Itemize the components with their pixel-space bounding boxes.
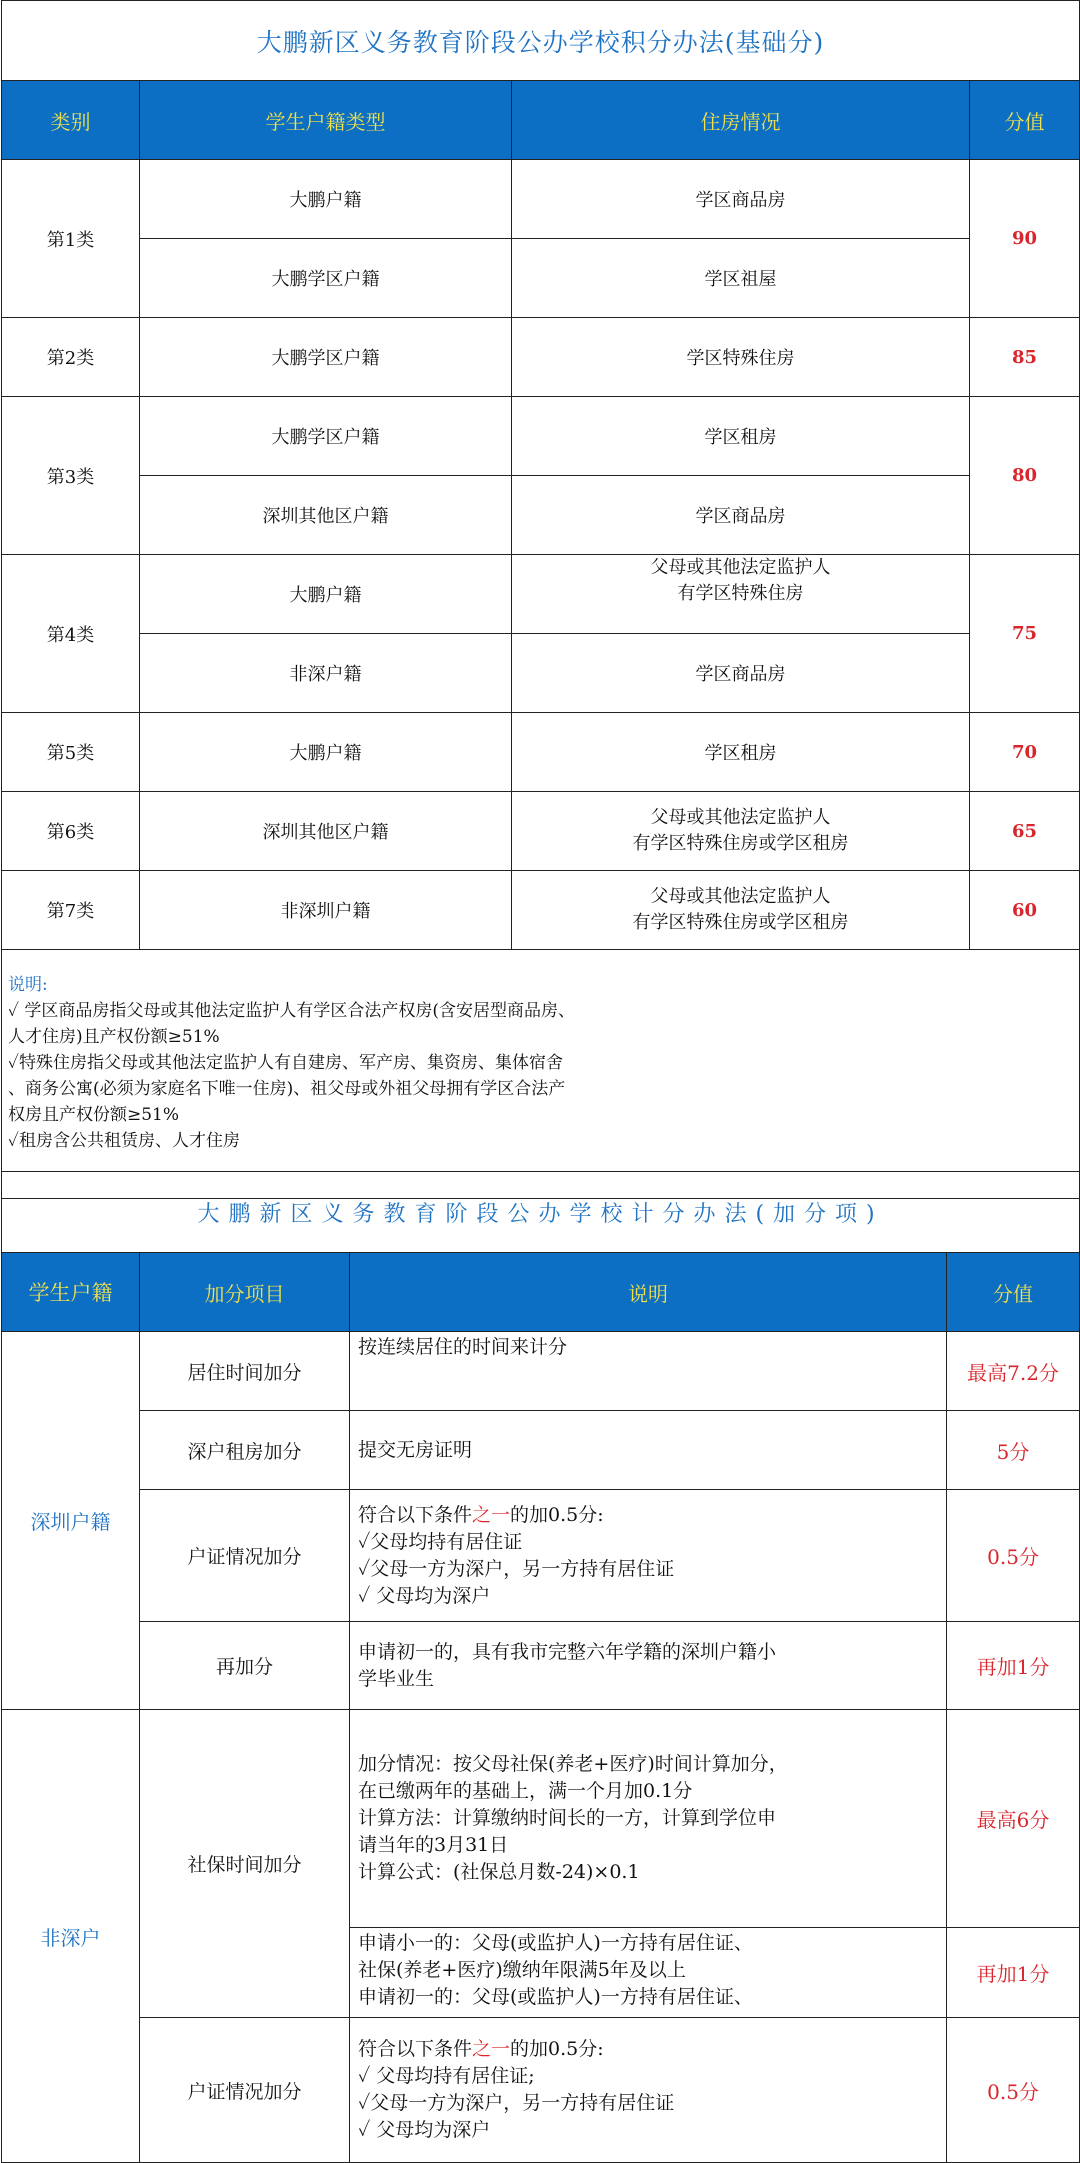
desc-line: ✓ 父母均为深户 [358,1584,491,1607]
desc-text: 的加0.5分: [510,2038,604,2060]
header-category: 类别 [2,81,140,160]
housing-cell: 学区特殊住房 [512,318,970,397]
header-hukou-type: 学生户籍类型 [140,81,512,160]
desc-highlight: 之一 [472,1503,511,1526]
desc-text: 的加0.5分: [510,1503,604,1526]
notes-block [2,950,1080,1199]
desc-line: 请当年的3月31日 [358,1834,509,1856]
desc-line: 计算公式：(社保总月数-24)×0.1 [358,1861,640,1883]
note-line: 权房且产权份额≥51% [8,1105,180,1125]
hukou-cell: 大鹏学区户籍 [140,239,512,318]
category-cell: 第4类 [2,555,140,713]
item-score: 5分 [947,1411,1080,1490]
header-housing: 住房情况 [512,81,970,160]
score-cell: 75 [970,555,1080,713]
hukou-cell: 非深户籍 [140,634,512,713]
score-cell: 70 [970,713,1080,792]
header-bonus-item: 加分项目 [140,1253,350,1332]
housing-cell: 学区祖屋 [512,239,970,318]
category-cell: 第5类 [2,713,140,792]
housing-cell: 学区商品房 [512,476,970,555]
housing-cell [512,792,970,871]
notes-title: 说明: [8,975,48,995]
housing-line: 父母或其他法定监护人 [650,557,831,578]
housing-cell [512,871,970,950]
item-score: 最高6分 [947,1710,1080,1928]
desc-line: 加分情况：按父母社保(养老+医疗)时间计算加分， [358,1753,788,1775]
desc-line: ✓父母一方为深户，另一方持有居住证 [358,2092,675,2114]
item-desc [350,1710,947,1928]
group-shenzhen-hukou: 深圳户籍 [2,1332,140,1710]
item-desc [350,2018,947,2163]
header-score: 分值 [970,81,1080,160]
desc-line: 申请初一的，具有我市完整六年学籍的深圳户籍小 [358,1640,777,1663]
header-student-hukou: 学生户籍 [2,1253,140,1332]
hukou-cell: 大鹏学区户籍 [140,397,512,476]
category-cell: 第6类 [2,792,140,871]
hukou-cell: 深圳其他区户籍 [140,792,512,871]
bonus-table-title: 大鹏新区义务教育阶段公办学校计分办法(加分项) [2,1172,1080,1253]
header-description: 说明 [350,1253,947,1332]
housing-cell: 学区商品房 [512,634,970,713]
item-score: 最高7.2分 [947,1332,1080,1411]
desc-line: 申请小一的：父母(或监护人)一方持有居住证、 [358,1932,753,1954]
hukou-cell: 深圳其他区户籍 [140,476,512,555]
desc-line [358,1502,938,1529]
desc-line: 社保(养老+医疗)缴纳年限满5年及以上 [358,1959,686,1981]
desc-text: 符合以下条件 [358,2038,473,2060]
item-desc [350,1622,947,1710]
note-line: ✓租房含公共租赁房、人才住房 [8,1131,240,1151]
item-name: 社保时间加分 [140,1710,350,2018]
category-cell: 第7类 [2,871,140,950]
score-cell: 60 [970,871,1080,950]
desc-line: 在已缴两年的基础上，满一个月加0.1分 [358,1780,693,1802]
desc-line: 计算方法：计算缴纳时间长的一方，计算到学位申 [358,1807,777,1829]
housing-line: 有学区特殊住房或学区租房 [632,912,849,933]
category-cell: 第3类 [2,397,140,555]
score-cell: 65 [970,792,1080,871]
housing-cell: 学区租房 [512,713,970,792]
item-score: 0.5分 [947,1490,1080,1622]
note-line: ✓ 学区商品房指父母或其他法定监护人有学区合法产权房(含安居型商品房、 [8,1001,575,1021]
item-score: 再加1分 [947,1928,1080,2018]
item-name: 居住时间加分 [140,1332,350,1411]
desc-line: ✓ 父母均为深户 [358,2119,491,2141]
housing-line: 父母或其他法定监护人 [650,886,831,907]
score-cell: 90 [970,160,1080,318]
score-cell: 80 [970,397,1080,555]
housing-cell: 学区租房 [512,397,970,476]
note-line: 、商务公寓(必须为家庭名下唯一住房)、祖父母或外祖父母拥有学区合法产 [8,1079,566,1099]
score-cell: 85 [970,318,1080,397]
group-non-shenzhen: 非深户 [2,1710,140,2163]
hukou-cell: 大鹏户籍 [140,713,512,792]
hukou-cell: 大鹏户籍 [140,160,512,239]
item-name: 再加分 [140,1622,350,1710]
desc-line: 学毕业生 [358,1667,435,1690]
hukou-cell: 非深圳户籍 [140,871,512,950]
hukou-cell: 大鹏学区户籍 [140,318,512,397]
note-line: ✓特殊住房指父母或其他法定监护人有自建房、军产房、集资房、集体宿舍 [8,1053,563,1073]
basic-score-table [1,0,1080,1199]
item-name: 深户租房加分 [140,1411,350,1490]
housing-cell: 学区商品房 [512,160,970,239]
item-desc [350,1928,947,2018]
item-name: 户证情况加分 [140,2018,350,2163]
desc-line: ✓父母一方为深户，另一方持有居住证 [358,1557,675,1580]
item-desc: 提交无房证明 [350,1411,947,1490]
desc-line: 申请初一的：父母(或监护人)一方持有居住证、 [358,1986,753,2008]
desc-line: ✓父母均持有居住证 [358,1530,523,1553]
category-cell: 第2类 [2,318,140,397]
housing-line: 有学区特殊住房 [677,583,804,604]
item-score: 再加1分 [947,1622,1080,1710]
desc-line: ✓ 父母均持有居住证; [358,2065,535,2087]
header-score: 分值 [947,1253,1080,1332]
bonus-score-table [1,1171,1080,2163]
housing-line: 有学区特殊住房或学区租房 [632,833,849,854]
item-desc [350,1490,947,1622]
housing-line: 父母或其他法定监护人 [650,807,831,828]
hukou-cell: 大鹏户籍 [140,555,512,634]
item-desc: 按连续居住的时间来计分 [350,1332,947,1411]
desc-text: 符合以下条件 [358,1503,473,1526]
category-cell: 第1类 [2,160,140,318]
desc-highlight: 之一 [472,2038,511,2060]
housing-cell [512,555,970,634]
item-score: 0.5分 [947,2018,1080,2163]
basic-table-title: 大鹏新区义务教育阶段公办学校积分办法(基础分) [2,1,1080,81]
desc-line [358,2036,938,2063]
item-name: 户证情况加分 [140,1490,350,1622]
note-line: 人才住房)且产权份额≥51% [8,1027,220,1047]
